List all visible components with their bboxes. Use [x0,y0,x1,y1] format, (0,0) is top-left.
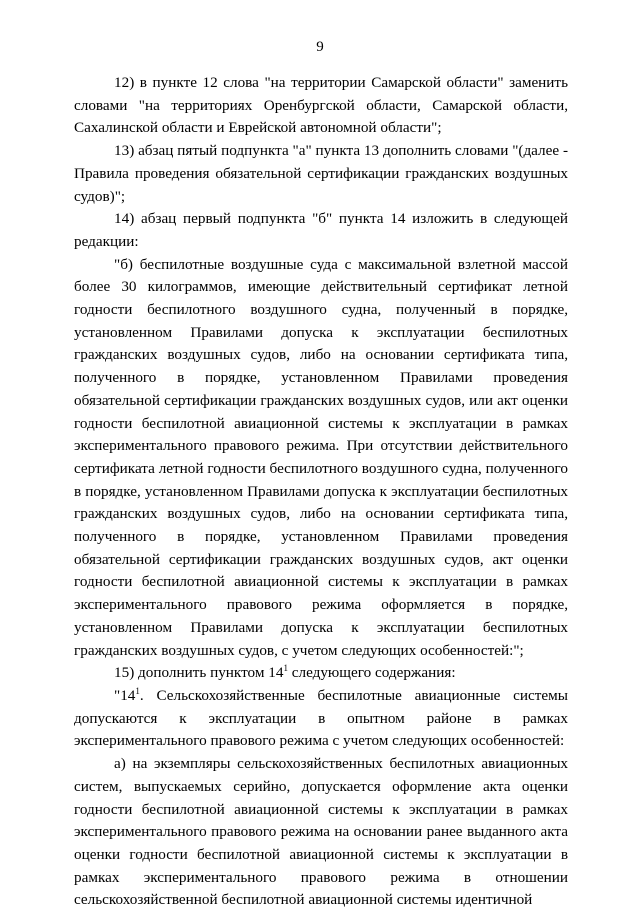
paragraph-item-15-end: следующего содержания: [287,664,456,682]
page-number: 9 [316,39,324,55]
paragraph-item-12: 12) в пункте 12 слова "на территории Самарской области" заменить словами "на территориях Оренбургской области, Самарской области, Сахалинской области и Еврейской автономной области"; [74,74,568,137]
superscript-number: 1 [135,685,140,696]
document-body [74,72,568,912]
paragraph-item-15 [74,662,568,685]
paragraph-item-13: 13) абзац пятый подпункта "а" пункта 13 дополнить словами "(далее - Правила проведения обязательной сертификации гражданских воздушных судов)"; [74,142,568,205]
paragraph-item-15-start: 15) дополнить пунктом 14 [114,664,284,682]
paragraph-item-14-b-text: "б) беспилотные воздушные суда с максимальной взлетной массой более 30 килограммов, имеющие действительный сертификат летной годности беспилотного воздушного судна, полученный в порядке, установленном Правилами допуска к эксплуатации беспилотных гражданских воздушных судов, либо на основании сертификата типа, полученного в порядке, установленном Правилами проведения обязательной сертификации гражданских воздушных судов, или акт оценки годности беспилотной авиационной системы к эксплуатации в рамках экспериментального правового режима. При отсутствии действительного сертификата летной годности беспилотного воздушного судна, полученного в порядке, установленном Правилами допуска к эксплуатации беспилотных гражданских воздушных судов, либо на основании сертификата типа, полученного в порядке, установленном Правилами проведения обязательной сертификации гражданских воздушных судов, акт оценки годности беспилотной авиационной системы к эксплуатации в рамках экспериментального правового режима оформляется в порядке, установленном Правилами допуска к эксплуатации беспилотных гражданских воздушных судов, с учетом следующих особенностей:"; [74,255,568,659]
paragraph-item-14: 14) абзац первый подпункта "б" пункта 14 изложить в следующей редакции: [74,210,568,250]
paragraph-point-14-1-start: "14 [114,686,136,704]
paragraph-subpoint-a: а) на экземпляры сельскохозяйственных беспилотных авиационных систем, выпускаемых серийно, допускается оформление акта оценки годности беспилотной авиационной системы к эксплуатации в рамках экспериментального правового режима на основании ранее выданного акта оценки годности беспилотной авиационной системы к эксплуатации в рамках экспериментального правового режима в отношении сельскохозяйственной беспилотной авиационной системы идентичной [74,755,568,909]
superscript-number: 1 [283,663,288,674]
paragraph-point-14-1 [74,685,568,753]
paragraph-point-14-1-end: . Сельскохозяйственные беспилотные авиационные системы допускаются к эксплуатации в опытном районе в рамках экспериментального правового режима с учетом следующих особенностей: [74,686,568,750]
